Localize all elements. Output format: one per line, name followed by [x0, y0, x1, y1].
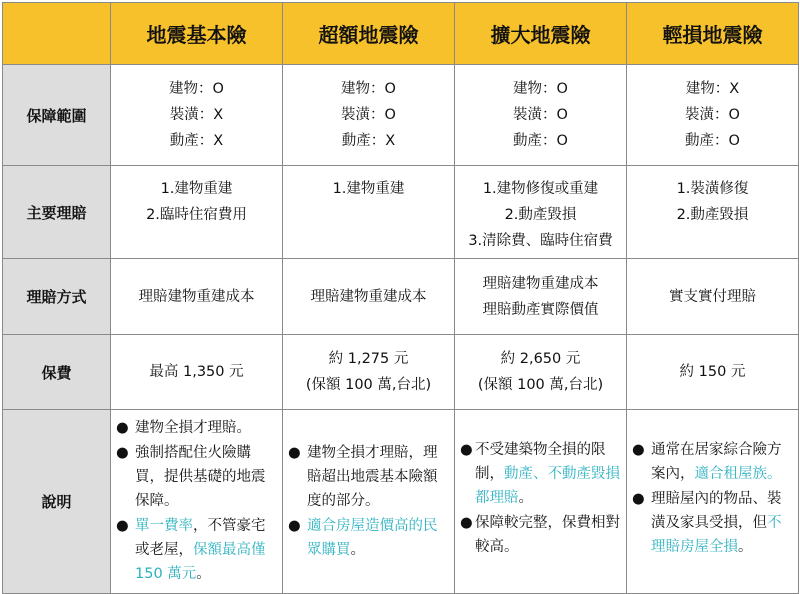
list-item: [460, 511, 622, 559]
main-claims-line: 1.裝潢修復: [676, 181, 749, 197]
main-claims-line: 1.建物重建: [332, 181, 405, 197]
coverage-line: 裝潢：O: [341, 107, 396, 123]
coverage-cell: [627, 65, 799, 166]
corner-cell: [3, 3, 111, 65]
premium-line: 約 1,275 元: [328, 351, 409, 367]
header-row: [3, 3, 799, 65]
notes-cell-basic: [111, 410, 283, 594]
bullet-icon: ●: [288, 517, 301, 534]
list-item: [288, 514, 450, 562]
main-claims-line: 2.動產毀損: [676, 207, 749, 223]
main-claims-cell: [455, 166, 627, 259]
premium-row: [3, 335, 799, 410]
coverage-line: 動產：O: [685, 133, 740, 149]
bullet-icon: ●: [116, 420, 129, 436]
coverage-line: 裝潢：O: [685, 107, 740, 123]
bullet-icon: ●: [288, 444, 301, 461]
premium-line: (保額 100 萬,台北): [305, 377, 432, 393]
note-highlight: 適合房屋造價高的民眾購買: [307, 517, 438, 558]
claim-method-line: 理賠建物重建成本: [482, 275, 599, 292]
main-claims-line: 2.動產毀損: [504, 207, 577, 223]
bullet-icon: ●: [116, 518, 129, 534]
note-text: 理賠屋內的物品、裝潢及家具受損，但: [651, 491, 782, 531]
note-highlight: 不理賠房屋全損: [651, 515, 782, 555]
note-highlight: 單一費率: [135, 518, 193, 534]
list-item: [116, 416, 278, 440]
claim-method-cell: [455, 259, 627, 335]
coverage-cell: [455, 65, 627, 166]
main-claims-row: [3, 166, 799, 259]
list-item: [632, 438, 794, 486]
premium-cell: [111, 335, 283, 410]
list-item: [116, 514, 278, 586]
note-text: 建物全損才理賠，理賠超出地震基本險額度的部分。: [307, 444, 438, 509]
coverage-line: 動產：X: [169, 133, 224, 149]
note-text: 。: [738, 539, 753, 555]
main-claims-line: 1.建物修復或重建: [482, 181, 599, 197]
bullet-icon: ●: [632, 442, 645, 458]
premium-cell: [455, 335, 627, 410]
note-text: 不受建築物全損的限制，: [475, 442, 606, 482]
claim-method-cell: [627, 259, 799, 335]
earthquake-insurance-comparison-table: [2, 2, 799, 594]
note-text: 建物全損才理賠。: [135, 420, 251, 436]
coverage-line: 建物：O: [513, 81, 568, 97]
premium-line: (保額 100 萬,台北): [477, 377, 604, 393]
coverage-line: 建物：O: [341, 81, 396, 97]
bullet-icon: ●: [632, 491, 645, 507]
claim-method-cell: [111, 259, 283, 335]
column-header-basic: 地震基本險: [111, 3, 283, 65]
bullet-icon: ●: [460, 442, 473, 458]
main-claims-cell: [627, 166, 799, 259]
column-header-excess: 超額地震險: [283, 3, 455, 65]
notes-row: [3, 410, 799, 594]
row-header-notes: 說明: [3, 410, 111, 594]
row-header-coverage: 保障範圍: [3, 65, 111, 166]
claim-method-line: 實支實付理賠: [669, 288, 756, 305]
note-text: 。: [518, 490, 533, 506]
list-item: [288, 441, 450, 513]
note-text: 。: [196, 566, 211, 582]
main-claims-cell: [283, 166, 455, 259]
notes-cell-excess: [283, 410, 455, 594]
notes-cell-extended: [455, 410, 627, 594]
coverage-cell: [111, 65, 283, 166]
bullet-icon: ●: [116, 445, 129, 461]
coverage-row: [3, 65, 799, 166]
note-text: 強制搭配住火險購買，提供基礎的地震保障。: [135, 445, 266, 509]
premium-line: 最高 1,350 元: [149, 364, 244, 380]
row-header-main-claims: 主要理賠: [3, 166, 111, 259]
coverage-line: 裝潢：O: [513, 107, 568, 123]
note-highlight: 保額最高僅150 萬元: [135, 542, 266, 582]
column-header-minor-loss: 輕損地震險: [627, 3, 799, 65]
claim-method-line: 理賠建物重建成本: [138, 288, 255, 305]
list-item: [460, 438, 622, 510]
note-text: 通常在居家綜合險方案內，: [651, 442, 782, 482]
claim-method-line: 理賠建物重建成本: [310, 288, 427, 305]
notes-cell-minor-loss: [627, 410, 799, 594]
note-text: 保障較完整，保費相對較高。: [475, 515, 620, 555]
premium-line: 約 150 元: [679, 364, 746, 380]
coverage-line: 建物：O: [169, 81, 224, 97]
note-text: ，不管豪宅或老屋，: [135, 518, 266, 558]
claim-method-line: 理賠動產實際價值: [482, 301, 599, 318]
coverage-line: 建物：X: [685, 81, 740, 97]
premium-cell: [283, 335, 455, 410]
claim-method-cell: [283, 259, 455, 335]
list-item: [116, 441, 278, 513]
coverage-line: 動產：O: [513, 133, 568, 149]
row-header-premium: 保費: [3, 335, 111, 410]
main-claims-cell: [111, 166, 283, 259]
coverage-line: 裝潢：X: [169, 107, 224, 123]
note-highlight: 動產、不動產毀損都理賠: [475, 466, 620, 506]
note-highlight: 適合租屋族。: [694, 466, 782, 482]
main-claims-line: 2.臨時住宿費用: [146, 207, 247, 223]
main-claims-line: 3.清除費、臨時住宿費: [468, 233, 613, 249]
claim-method-row: [3, 259, 799, 335]
note-text: 。: [350, 541, 365, 558]
row-header-claim-method: 理賠方式: [3, 259, 111, 335]
main-claims-line: 1.建物重建: [160, 181, 233, 197]
bullet-icon: ●: [460, 515, 473, 531]
premium-cell: [627, 335, 799, 410]
coverage-line: 動產：X: [341, 133, 396, 149]
column-header-extended: 擴大地震險: [455, 3, 627, 65]
coverage-cell: [283, 65, 455, 166]
premium-line: 約 2,650 元: [500, 351, 581, 367]
list-item: [632, 487, 794, 559]
